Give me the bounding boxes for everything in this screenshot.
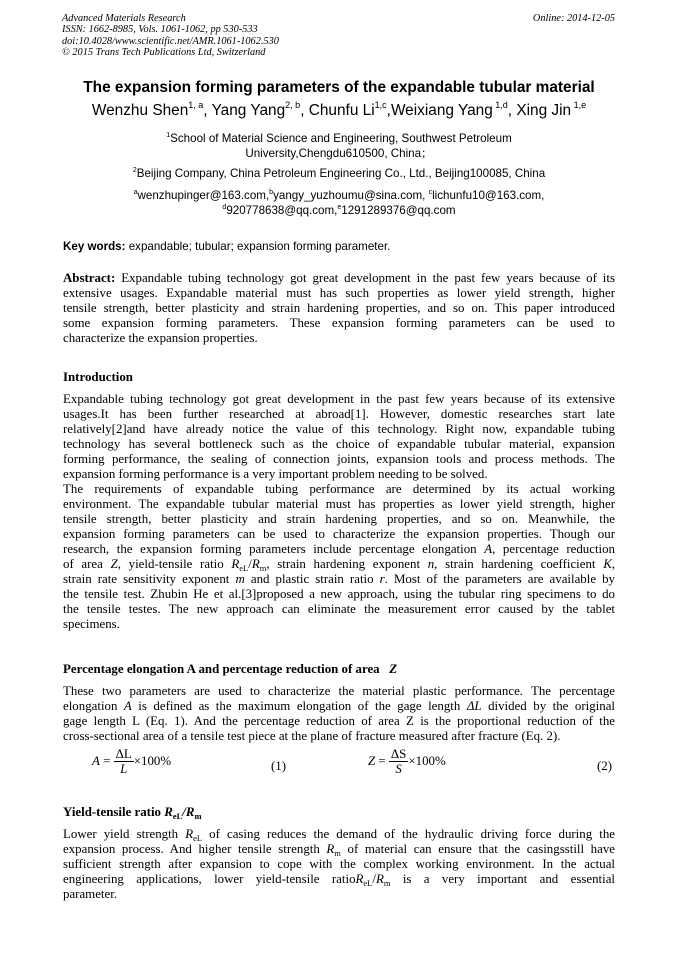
email-address: yangy_yuzhoumu@sina.com, (273, 189, 429, 202)
abstract (63, 271, 615, 346)
subscript: m (334, 848, 341, 858)
abstract-label: Abstract: (63, 271, 116, 285)
abstract-line: extensive usages. Expandable material must has such properties as lower yield strength, higher (63, 286, 615, 300)
paragraph-line (63, 872, 615, 887)
paragraph-line: forming performance, the sealing of connection joints, expansion tools and process methods. The (63, 452, 615, 466)
author-name: Chunfu Li (308, 102, 375, 119)
yield-tensile-body (63, 827, 615, 902)
email-address: 1291289376@qq.com (341, 204, 456, 217)
eq-variable: Z (368, 753, 376, 768)
subscript: m (259, 563, 267, 573)
affiliation-text: School of Material Science and Engineering, Southwest Petroleum (170, 132, 512, 145)
keywords (63, 239, 615, 254)
eq-factor: ×100% (408, 753, 446, 768)
paragraph-line: These two parameters are used to characterize the material plastic performance. The percentage (63, 684, 615, 698)
eq-operator: = (375, 753, 389, 768)
paragraph-line (63, 542, 615, 557)
author-separator: , (300, 102, 309, 119)
paragraph-line: sufficient strength after expansion to cope with the complex working environment. In the actual (63, 857, 615, 871)
paragraph-line (63, 699, 615, 714)
text-run: Lower yield strength (63, 827, 186, 841)
email-line-2 (0, 203, 678, 218)
text-run: , strain hardening coefficient (434, 557, 604, 571)
symbol: m (235, 572, 245, 586)
email-address: 920778638@qq.com, (226, 204, 338, 217)
paragraph-line (63, 572, 615, 587)
symbol: R (326, 842, 335, 856)
paragraph-line: usages.It has been further researched at abroad[1]. However, domestic researches start late (63, 407, 615, 421)
subscript: m (194, 811, 202, 821)
email-mark: a (133, 189, 138, 196)
eq-operator: = (99, 753, 114, 768)
text-run: expansion process. And higher tensile strength (63, 842, 327, 856)
subscript: eL (193, 833, 203, 843)
text-run: , strain hardening exponent (266, 557, 428, 571)
symbol: R (185, 827, 194, 841)
abstract-line: characterize the expansion properties. (63, 331, 258, 345)
symbol: R (231, 557, 240, 571)
text-run: and plastic strain ratio (244, 572, 380, 586)
subscript: eL (239, 563, 249, 573)
symbol: Z (389, 662, 398, 676)
affiliation-text: Beijing Company, China Petroleum Engineering Co., Ltd., Beijing100085, China (136, 167, 546, 180)
text-run: elongation (63, 699, 124, 713)
affiliation-1-line-2: University,Chengdu610500, China； (245, 147, 433, 160)
paragraph-line: tensile strength, better plasticity and strain hardening properties, and so on. Meanwhile, the (63, 512, 615, 526)
abstract-line (63, 271, 615, 286)
paragraph-line: parameter. (63, 887, 118, 901)
text-run: engineering applications, lower yield-tensile ratio (63, 872, 356, 886)
section-heading-yield-tensile-ratio (63, 805, 202, 820)
symbol: R (164, 805, 173, 819)
author-list (0, 101, 678, 121)
equation-1 (92, 747, 171, 777)
subscript: m (383, 878, 391, 888)
author-name: Yang Yang (211, 102, 286, 119)
symbol: A (484, 542, 493, 556)
paragraph-line: the tensile test. Zhubin He et al.[3]proposed a new approach, using the tubular ring specimens to do (63, 587, 615, 601)
text-run: , percentage reduction (492, 542, 615, 556)
text-run: of area (63, 557, 111, 571)
email-address: wenzhupinger@163.com, (137, 189, 270, 202)
text-run: . Most of the parameters are available by (384, 572, 615, 586)
eq-numerator: ΔL (115, 747, 132, 761)
abstract-text: Expandable tubing technology got great development in the past few years because of its (115, 271, 615, 285)
paragraph-line: Expandable tubing technology got great development in the past few years because of its extensive (63, 392, 615, 406)
email-mark: c (428, 189, 433, 196)
text-run: / (248, 557, 252, 571)
symbol: ΔL (466, 699, 482, 713)
symbol: K (603, 557, 612, 571)
symbol: R (375, 872, 384, 886)
text-run: / (372, 872, 376, 886)
author-name: Xing Jin (516, 102, 572, 119)
paragraph-line (63, 842, 615, 857)
affiliation-mark: 1 (166, 132, 171, 139)
text-run: is defined as the maximum elongation of the gage length (131, 699, 467, 713)
symbol: n (427, 557, 435, 571)
symbol: R (251, 557, 260, 571)
author-affiliation-mark: 1, a (188, 100, 204, 110)
text-run: , yield-tensile ratio (117, 557, 232, 571)
journal-header (62, 13, 279, 59)
symbol: R (355, 872, 364, 886)
symbol: / (182, 805, 186, 819)
subscript: eL (172, 811, 183, 821)
email-address: lichunfu10@163.com, (432, 189, 545, 202)
author-separator: , (507, 102, 517, 119)
paragraph-line (63, 557, 615, 572)
keywords-text: expandable; tubular; expansion forming parameter. (125, 240, 391, 253)
author-name: Weixiang Yang (390, 102, 493, 119)
symbol: A (123, 699, 132, 713)
journal-name: Advanced Materials Research (62, 13, 186, 24)
eq-factor: ×100% (133, 753, 172, 768)
equation-2 (368, 747, 446, 777)
paragraph-line: specimens. (63, 617, 120, 631)
eq-variable: S (395, 762, 402, 776)
paragraph-line: relatively[2]and have already notice the value of this technology. Right now, expandable tubing (63, 422, 615, 436)
text-run: strain rate sensitivity exponent (63, 572, 236, 586)
section-heading-elongation (63, 662, 397, 677)
paragraph-line: environment. The expandable tubular material must has properties as lower yield strength, higher (63, 497, 615, 511)
text-run: research, the expansion forming parameters include percentage elongation (63, 542, 485, 556)
affiliation-mark: 2 (132, 167, 137, 174)
elongation-body (63, 684, 615, 744)
symbol: r (379, 572, 385, 586)
email-mark: e (337, 204, 342, 211)
abstract-line: tensile strength, better plasticity and strain hardening properties, and so on. This paper introduced (63, 301, 615, 315)
equation-2-number: (2) (597, 759, 613, 773)
text-run: of casing reduces the demand of the hydraulic driving force during the (202, 827, 615, 841)
author-separator: , (386, 102, 391, 119)
text-run: of material can ensure that the casingsstill have (340, 842, 616, 856)
section-heading-introduction: Introduction (63, 370, 133, 384)
doi-line: doi:10.4028/www.scientific.net/AMR.1061-1062.530 (62, 35, 279, 47)
symbol: R (185, 805, 195, 819)
affiliation-1-line-1 (0, 131, 678, 146)
email-line-1 (0, 188, 678, 203)
paragraph-line: expansion forming parameters can be used to characterize the expansion properties. Though our (63, 527, 615, 541)
online-date: Online: 2014-12-05 (532, 13, 615, 24)
copyright-line: © 2015 Trans Tech Publications Ltd, Switzerland (62, 47, 266, 59)
paragraph-line (63, 827, 615, 842)
text-run: divided by the original (481, 699, 615, 713)
eq-variable: A (92, 753, 100, 768)
eq-denominator (389, 762, 408, 777)
heading-text: Percentage elongation A and percentage reduction of area (63, 662, 380, 676)
author-affiliation-mark: 1,d (492, 100, 508, 110)
paragraph-line: The requirements of expandable tubing performance are determined by its actual working (63, 482, 615, 496)
heading-text: Yield-tensile ratio (63, 805, 165, 819)
eq-variable: L (120, 762, 128, 776)
eq-fraction (114, 747, 134, 777)
introduction-body (63, 392, 615, 632)
paragraph-line: cross-sectional area of a tensile test piece at the plane of fracture measured after fracture (Eq. 2). (63, 729, 561, 743)
symbol: Z (110, 557, 118, 571)
author-affiliation-mark: 2, b (285, 100, 301, 110)
abstract-line: some expansion forming parameters. These expansion forming parameters can be used to (63, 316, 615, 330)
text-run: , (611, 557, 616, 571)
paragraph-line: technology has several bottleneck such as the choice of expandable tubular material, expansion (63, 437, 615, 451)
eq-denominator (114, 762, 134, 777)
issn-line: ISSN: 1662-8985, Vols. 1061-1062, pp 530-533 (62, 24, 258, 36)
author-affiliation-mark: 1,e (571, 100, 587, 110)
eq-fraction (389, 747, 408, 777)
equation-1-number: (1) (271, 759, 287, 773)
paragraph-line: expansion forming performance is a very important problem needing to be solved. (63, 467, 488, 481)
keywords-label: Key words: (63, 240, 126, 253)
subscript: eL (363, 878, 373, 888)
text-run: is a very important and essential (390, 872, 615, 886)
email-mark: d (222, 204, 227, 211)
author-affiliation-mark: 1,c (374, 100, 387, 110)
affiliation-2 (0, 166, 678, 181)
paragraph-line: the tensile testes. The new approach can eliminate the measurement error caused by the tablet (63, 602, 615, 616)
email-mark: b (269, 189, 274, 196)
paragraph-line: gage length L (Eq. 1). And the percentage reduction of area Z is the proportional reduction of the (63, 714, 615, 728)
eq-numerator: ΔS (390, 747, 407, 761)
author-name: Wenzhu Shen (91, 102, 189, 119)
author-separator: , (203, 102, 212, 119)
paper-title: The expansion forming parameters of the expandable tubular material (83, 79, 595, 96)
